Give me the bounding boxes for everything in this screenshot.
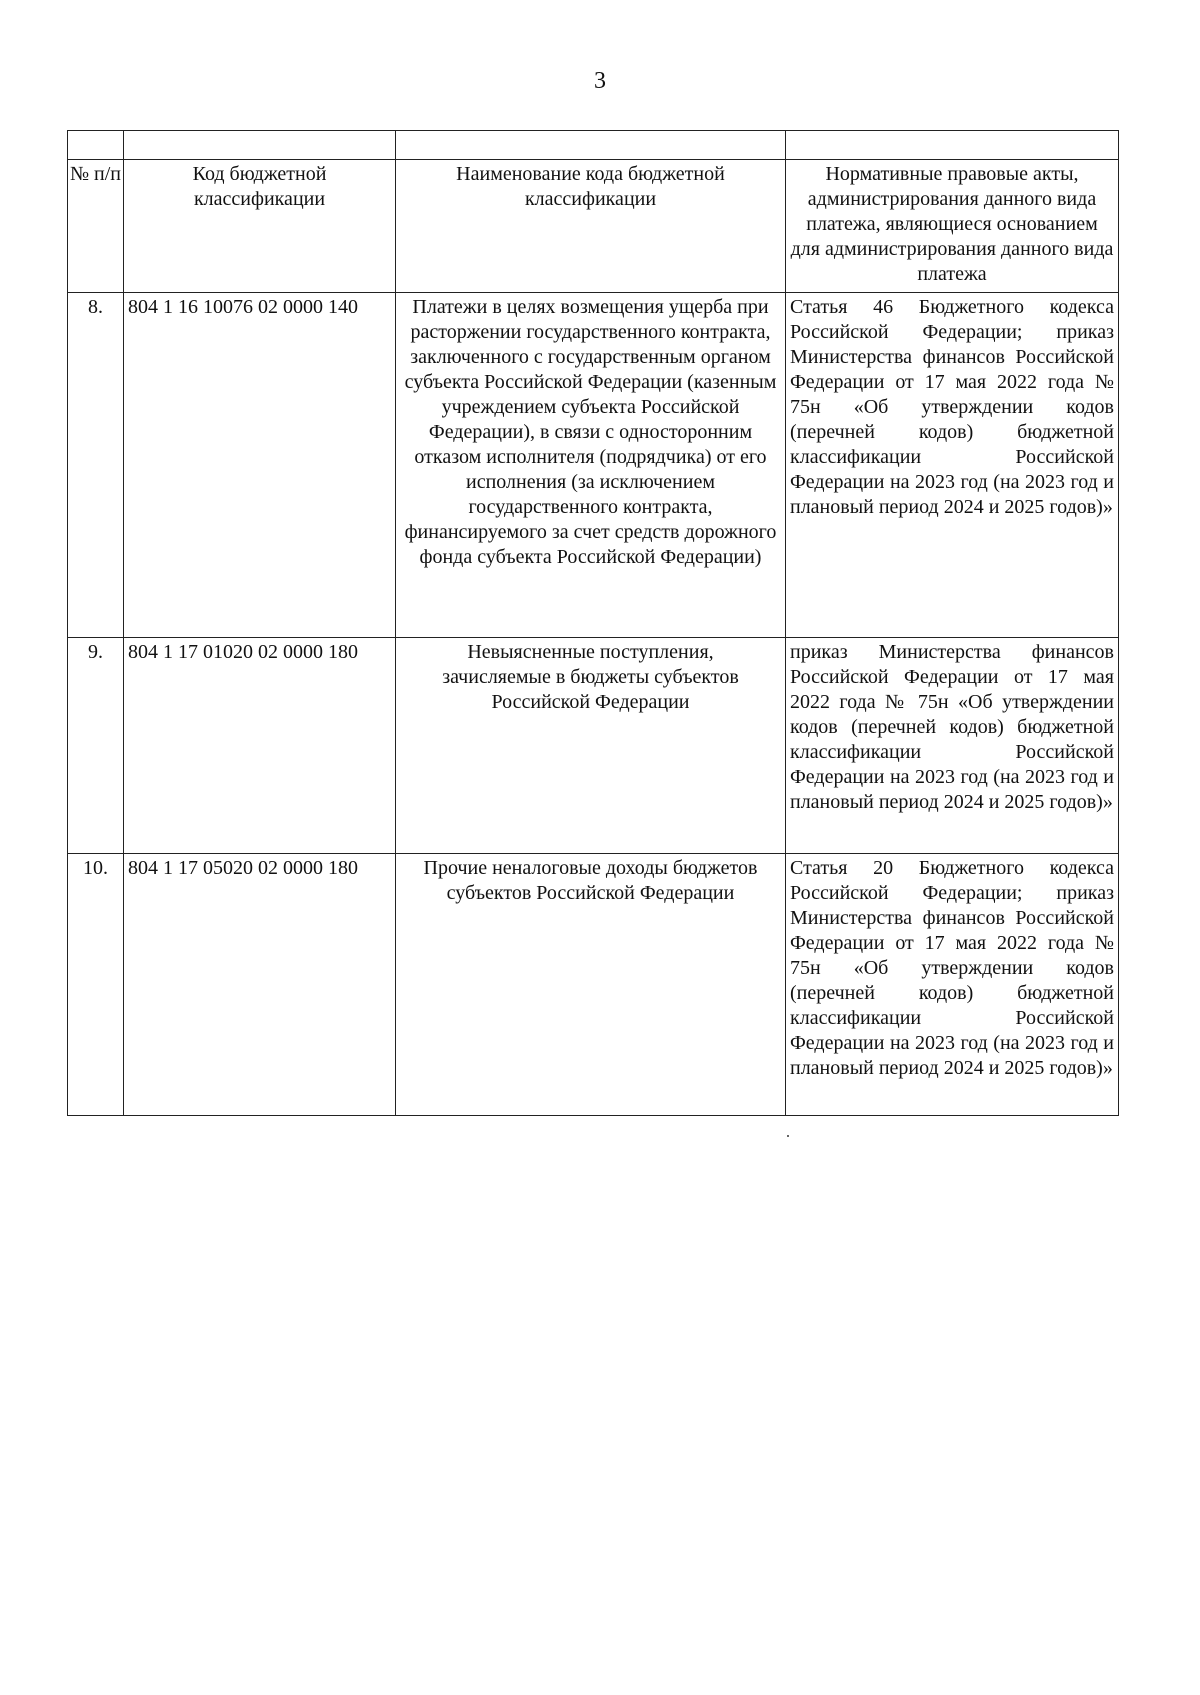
page-number: 3 — [594, 68, 606, 94]
blank-cell — [786, 131, 1119, 160]
header-row — [68, 160, 1119, 293]
blank-cell — [124, 131, 396, 160]
table-row — [68, 293, 1119, 638]
header-name: Наименование кода бюджетной классификации — [396, 160, 786, 293]
blank-cell — [68, 131, 124, 160]
blank-top-row — [68, 131, 1119, 160]
row-name: Прочие неналоговые доходы бюджетов субъектов Российской Федерации — [396, 854, 786, 1116]
row-name: Невыясненные поступления, зачисляемые в бюджеты субъектов Российской Федерации — [396, 638, 786, 854]
header-code: Код бюджетной классификации — [124, 160, 396, 293]
row-code: 804 1 16 10076 02 0000 140 — [124, 293, 396, 638]
row-acts: приказ Министерства финансов Российской Федерации от 17 мая 2022 года № 75н «Об утверждении кодов (перечней кодов) бюджетной классификации Российской Федерации на 2023 год (на 2023 год и плановый период 2024 и 2025 годов)» — [786, 638, 1119, 854]
budget-classification-table — [67, 130, 1119, 1116]
table-row — [68, 854, 1119, 1116]
row-number: 10. — [68, 854, 124, 1116]
row-number: 9. — [68, 638, 124, 854]
row-code: 804 1 17 01020 02 0000 180 — [124, 638, 396, 854]
table-row — [68, 638, 1119, 854]
header-acts: Нормативные правовые акты, администрирования данного вида платежа, являющиеся основанием для администрирования данного вида платежа — [786, 160, 1119, 293]
row-name: Платежи в целях возмещения ущерба при расторжении государственного контракта, заключенного с государственным органом субъекта Российской Федерации (казенным учреждением субъекта Российской Федерации), в связи с односторонним отказом исполнителя (подрядчика) от его исполнения (за исключением государственного контракта, финансируемого за счет средств дорожного фонда субъекта Российской Федерации) — [396, 293, 786, 638]
scan-speck — [787, 1135, 789, 1137]
row-acts: Статья 20 Бюджетного кодекса Российской Федерации; приказ Министерства финансов Российской Федерации от 17 мая 2022 года № 75н «Об утверждении кодов (перечней кодов) бюджетной классификации Российской Федерации на 2023 год (на 2023 год и плановый период 2024 и 2025 годов)» — [786, 854, 1119, 1116]
row-code: 804 1 17 05020 02 0000 180 — [124, 854, 396, 1116]
header-num: № п/п — [68, 160, 124, 293]
row-number: 8. — [68, 293, 124, 638]
blank-cell — [396, 131, 786, 160]
row-acts: Статья 46 Бюджетного кодекса Российской Федерации; приказ Министерства финансов Российской Федерации от 17 мая 2022 года № 75н «Об утверждении кодов (перечней кодов) бюджетной классификации Российской Федерации на 2023 год (на 2023 год и плановый период 2024 и 2025 годов)» — [786, 293, 1119, 638]
